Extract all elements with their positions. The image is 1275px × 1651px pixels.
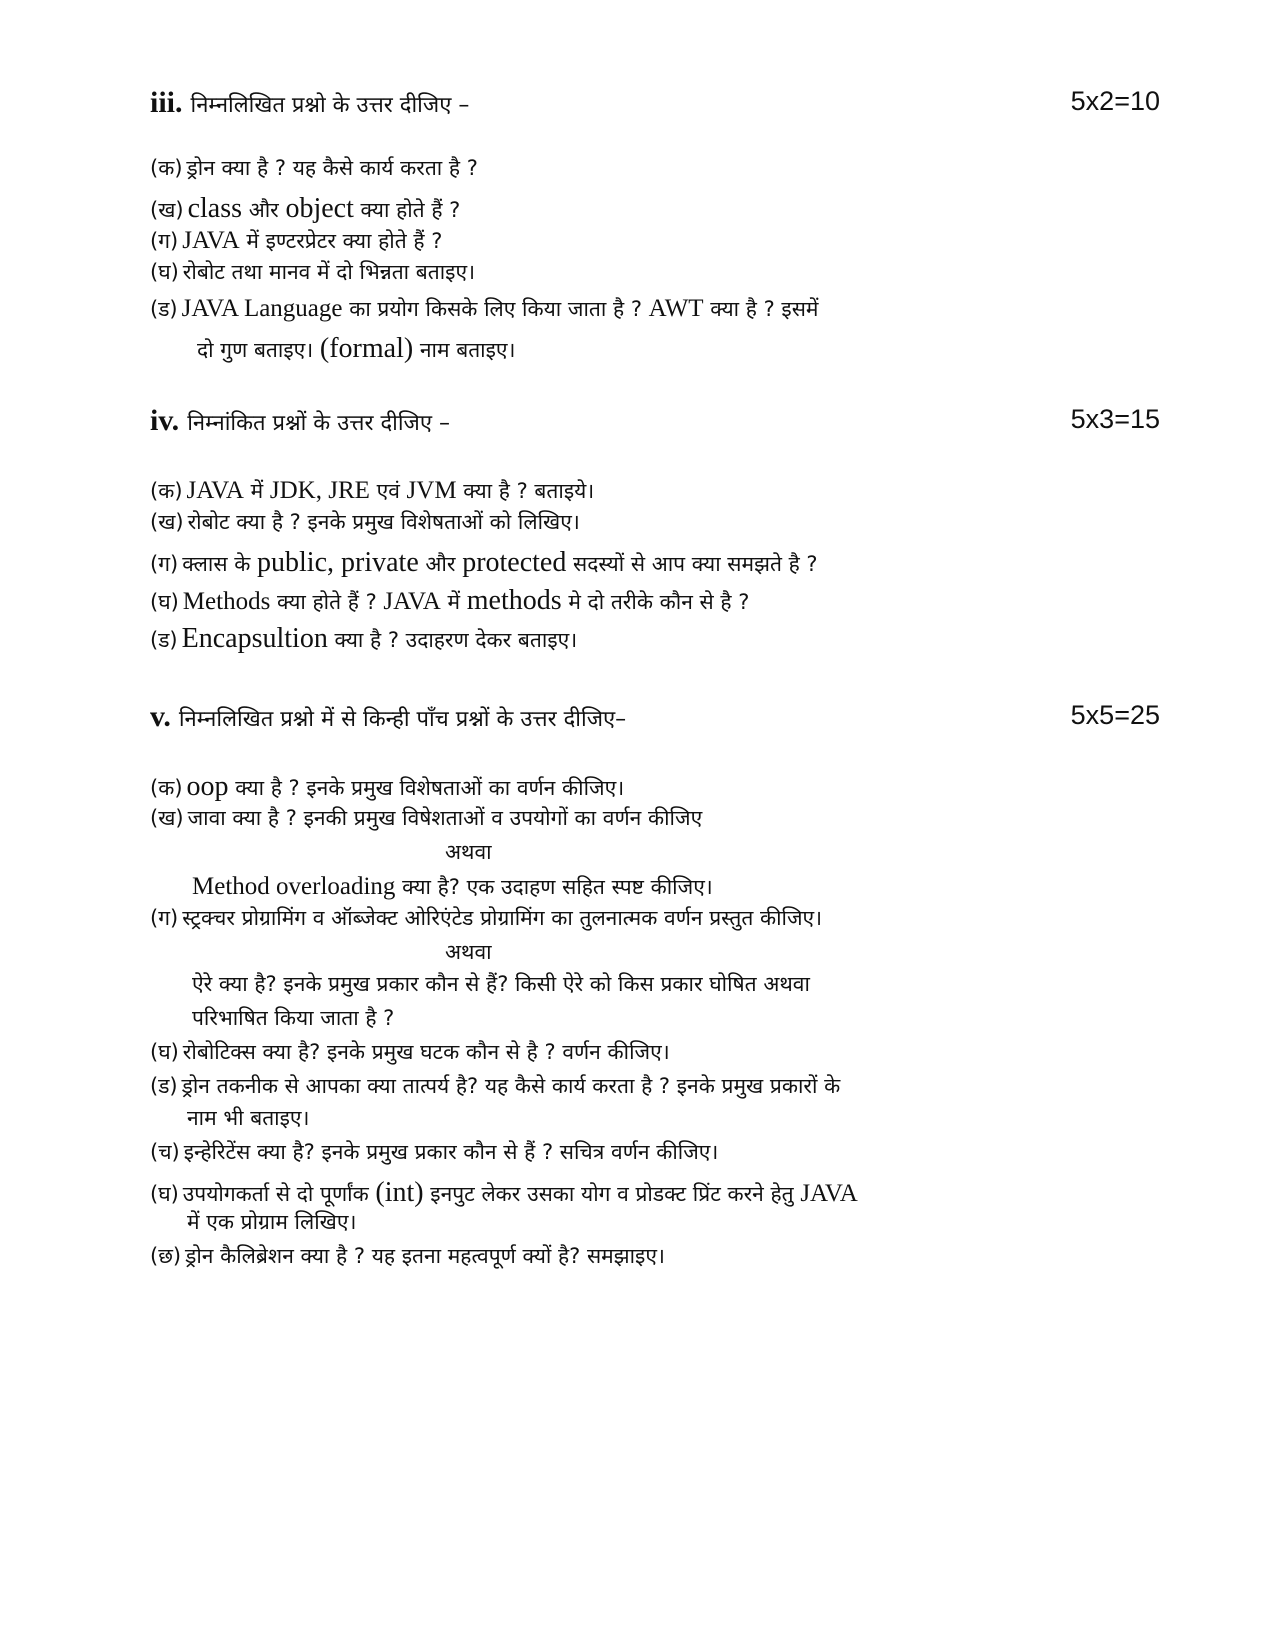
- question-text-part: JVM: [406, 477, 457, 504]
- question-iii-ka: [150, 156, 478, 181]
- section-number: v.: [150, 700, 171, 733]
- question-iii-da: [150, 294, 819, 324]
- question-text-part: protected: [462, 547, 567, 578]
- section-header-iii: [150, 86, 1160, 126]
- question-v-da-continued: नाम भी बताइए।: [187, 1106, 310, 1130]
- question-text-part: मे दो तरीके कौन से है ?: [561, 590, 750, 614]
- question-text-part: उपयोगकर्ता से दो पूर्णांक: [182, 1182, 376, 1206]
- question-text-part: JAVA: [800, 1180, 858, 1207]
- question-iv-ga: [150, 546, 818, 580]
- question-v-ka: [150, 770, 624, 804]
- question-text: रोबोट क्या है ? इनके प्रमुख विशेषताओं को लिखिए।: [187, 510, 580, 534]
- question-label: (ग): [150, 906, 179, 930]
- question-text: ड्रोन तकनीक से आपका क्या तात्पर्य है? यह कैसे कार्य करता है ? इनके प्रमुख प्रकारों के: [181, 1074, 841, 1098]
- question-text-part: क्या होते हैं ?: [353, 198, 461, 222]
- question-text-part: क्लास के: [182, 552, 258, 576]
- question-text: रोबोटिक्स क्या है? इनके प्रमुख घटक कौन से है ? वर्णन कीजिए।: [182, 1040, 670, 1064]
- question-text-part: क्या है ? उदाहरण देकर बताइए।: [327, 628, 578, 652]
- question-label: (च): [150, 1140, 180, 1164]
- question-text-part: class: [187, 193, 243, 224]
- question-iv-ka: [150, 476, 594, 506]
- section-title: निम्नलिखित प्रश्नो के उत्तर दीजिए –: [190, 93, 470, 118]
- question-text-part: में: [440, 590, 467, 614]
- question-text-part: एवं: [369, 479, 407, 503]
- question-label: (क): [150, 479, 183, 503]
- question-text-part: क्या है? एक उदाहण सहित स्पष्ट कीजिए।: [395, 875, 713, 899]
- question-v-ga-alternative-line1: ऐरे क्या है? इनके प्रमुख प्रकार कौन से हैं? किसी ऐरे को किस प्रकार घोषित अथवा: [192, 972, 810, 996]
- or-divider: अथवा: [445, 940, 492, 964]
- question-text-part: public, private: [257, 547, 419, 578]
- question-text-part: oop: [186, 771, 229, 802]
- question-text: ड्रोन कैलिब्रेशन क्या है ? यह इतना महत्वपूर्ण क्यों है? समझाइए।: [185, 1244, 665, 1268]
- question-v-ga: [150, 906, 822, 931]
- section-header-v: [150, 700, 1160, 740]
- question-text-part: (formal): [319, 333, 414, 364]
- question-label: (क): [150, 776, 183, 800]
- question-v-da: [150, 1074, 840, 1099]
- question-label: (क): [150, 156, 183, 180]
- question-label: (ड): [150, 628, 178, 652]
- question-text-part: में: [243, 479, 270, 503]
- section-number: iv.: [150, 404, 180, 437]
- question-label: (ख): [150, 806, 184, 830]
- section-title: निम्नलिखित प्रश्नो में से किन्ही पाँच प्रश्नों के उत्तर दीजिए–: [178, 707, 627, 732]
- question-text-part: JAVA: [182, 227, 240, 254]
- question-label: (ड): [150, 1074, 178, 1098]
- question-text-part: का प्रयोग किसके लिए किया जाता है ?: [342, 297, 649, 321]
- question-v-cha: [150, 1140, 718, 1165]
- question-v-chha: [150, 1244, 665, 1269]
- section-marks: 5x3=15: [1070, 404, 1160, 434]
- question-text-part: JDK, JRE: [269, 477, 370, 504]
- question-text-part: JAVA Language: [181, 295, 343, 322]
- question-iv-gha: [150, 584, 749, 618]
- question-iii-gha: [150, 260, 475, 285]
- question-label: (घ): [150, 260, 179, 284]
- question-text-part: methods: [466, 585, 562, 616]
- question-label: (छ): [150, 1244, 182, 1268]
- section-marks: 5x5=25: [1070, 700, 1160, 730]
- question-text-part: JAVA: [186, 477, 244, 504]
- question-text-part: नाम बताइए।: [413, 338, 516, 362]
- question-label: (ख): [150, 510, 184, 534]
- section-header-iv: [150, 404, 1160, 444]
- question-text-part: क्या है ? इनके प्रमुख विशेषताओं का वर्णन कीजिए।: [228, 776, 625, 800]
- section-number: iii.: [150, 86, 183, 119]
- question-iii-kha: [150, 192, 460, 226]
- question-label: (ड): [150, 297, 178, 321]
- question-v-gha: [150, 1040, 670, 1065]
- question-text: स्ट्रक्चर प्रोग्रामिंग व ऑब्जेक्ट ओरिएंटेड प्रोग्रामिंग का तुलनात्मक वर्णन प्रस्तुत कीजिए।: [182, 906, 823, 930]
- question-label: (घ): [150, 1182, 179, 1206]
- or-divider: अथवा: [445, 840, 492, 864]
- question-v-gha-2-continued: में एक प्रोग्राम लिखिए।: [187, 1210, 357, 1234]
- question-label: (ग): [150, 229, 179, 253]
- question-text-part: दो गुण बताइए।: [197, 338, 320, 362]
- question-iv-kha: [150, 510, 580, 535]
- question-text-part: क्या है ? इसमें: [703, 297, 819, 321]
- question-text-part: Methods: [182, 588, 271, 615]
- question-text-part: AWT: [648, 295, 704, 322]
- question-text-part: और: [242, 198, 286, 222]
- question-text: जावा क्या है ? इनकी प्रमुख विषेशताओं व उपयोगों का वर्णन कीजिए: [187, 806, 703, 830]
- question-text-part: क्या होते हैं ?: [270, 590, 384, 614]
- question-v-kha: [150, 806, 702, 831]
- question-v-gha-2: [150, 1176, 858, 1210]
- question-text-part: JAVA: [383, 588, 441, 615]
- question-text-part: और: [418, 552, 463, 576]
- question-text: इन्हेरिटेंस क्या है? इनके प्रमुख प्रकार कौन से हैं ? सचित्र वर्णन कीजिए।: [183, 1140, 719, 1164]
- question-text-part: Encapsultion: [181, 623, 328, 654]
- question-text: रोबोट तथा मानव में दो भिन्नता बताइए।: [182, 260, 476, 284]
- question-text-part: इनपुट लेकर उसका योग व प्रोडक्ट प्रिंट करने हेतु: [423, 1182, 801, 1206]
- question-iii-ga: [150, 226, 442, 256]
- question-iv-da: [150, 622, 577, 656]
- section-title: निम्नांकित प्रश्नों के उत्तर दीजिए –: [187, 411, 451, 436]
- question-label: (ख): [150, 198, 184, 222]
- question-iii-da-continued: [197, 332, 516, 366]
- question-v-ga-alternative-line2: परिभाषित किया जाता है ?: [192, 1006, 395, 1030]
- section-marks: 5x2=10: [1070, 86, 1160, 116]
- question-label: (घ): [150, 1040, 179, 1064]
- question-text-part: क्या है ? बताइये।: [456, 479, 595, 503]
- question-text-part: सदस्यों से आप क्या समझते है ?: [566, 552, 818, 576]
- question-text-part: में इण्टरप्रेटर क्या होते हैं ?: [239, 229, 443, 253]
- question-text-part: object: [285, 193, 354, 224]
- question-text-part: Method overloading: [192, 873, 396, 900]
- question-v-kha-alternative: [192, 872, 713, 902]
- question-text-part: (int): [375, 1177, 424, 1208]
- question-text: ड्रोन क्या है ? यह कैसे कार्य करता है ?: [186, 156, 478, 180]
- question-label: (ग): [150, 552, 179, 576]
- question-label: (घ): [150, 590, 179, 614]
